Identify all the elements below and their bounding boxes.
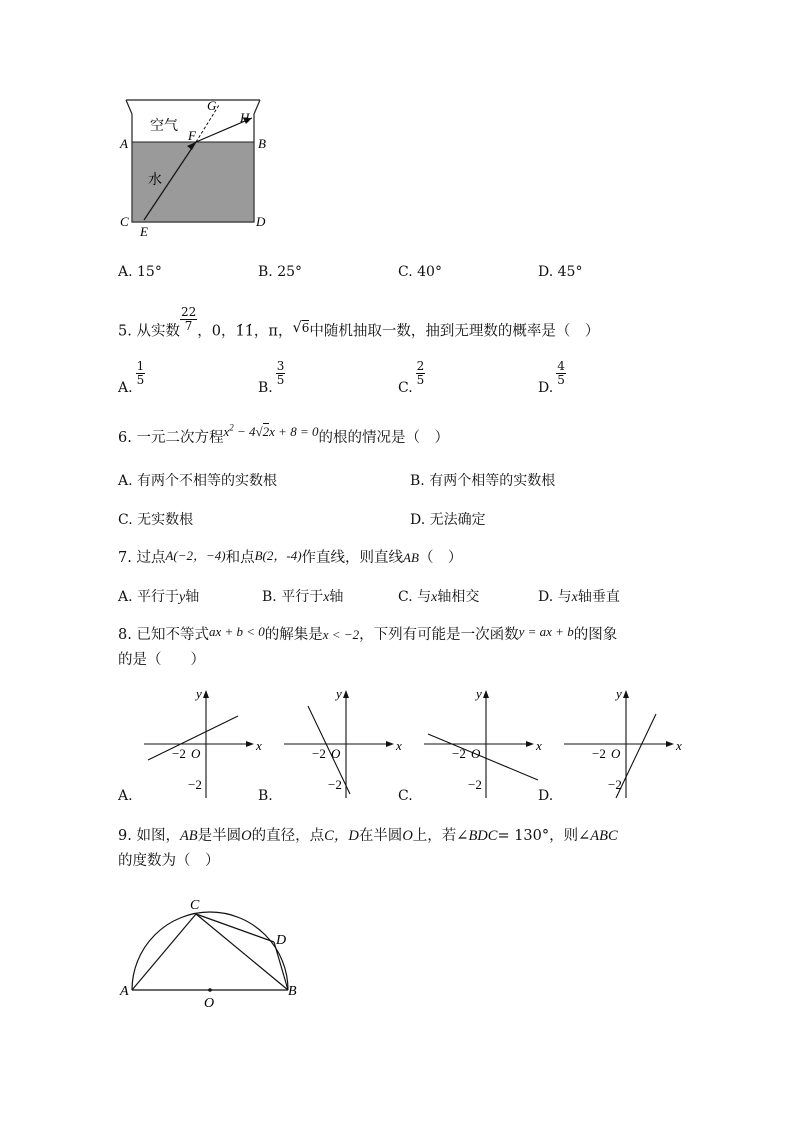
x-neg2-label: −2 xyxy=(172,746,186,761)
origin-label: O xyxy=(331,746,341,761)
q6-option-a[interactable]: A. 有两个不相等的实数根 xyxy=(118,473,278,489)
label-O: O xyxy=(204,996,215,1011)
y-neg2-label: −2 xyxy=(328,777,342,792)
x-neg2-label: −2 xyxy=(312,746,326,761)
label-E: E xyxy=(140,224,148,239)
x-axis-label: x xyxy=(256,738,262,753)
q8-graph-c-svg xyxy=(420,686,550,801)
function-line xyxy=(616,714,656,798)
origin-label: O xyxy=(471,746,481,761)
label-C: C xyxy=(120,214,129,229)
x-axis-label: x xyxy=(536,738,542,753)
q8-graph-a-svg xyxy=(140,686,270,801)
chord-cd xyxy=(196,914,274,942)
q4-option-c[interactable]: C. 40° xyxy=(398,264,442,280)
label-A: A xyxy=(120,984,129,999)
fraction-22-7: $\frac{22}{7}$ xyxy=(180,305,197,333)
sqrt-6: √6 xyxy=(292,319,310,336)
x-axis-arrow xyxy=(526,741,534,747)
q7-option-c[interactable]: C. 与x轴相交 xyxy=(398,589,480,605)
q8-option-c[interactable]: C. xyxy=(398,788,413,804)
label-B: B xyxy=(288,984,297,999)
x-neg2-label: −2 xyxy=(592,746,606,761)
q6-option-b[interactable]: B. 有两个相等的实数根 xyxy=(410,473,556,489)
q6-option-d[interactable]: D. 无法确定 xyxy=(410,512,486,528)
y-axis-arrow xyxy=(343,690,349,698)
q8-stem-line2: 的是（ ） xyxy=(118,652,205,668)
function-line xyxy=(428,734,538,780)
q8-graph-c[interactable] xyxy=(420,686,540,796)
label-D: D xyxy=(276,933,287,948)
q7-stem: 7. 过点A(−2，−4)和点B(2，-4)作直线，则直线AB（ ） xyxy=(118,548,463,566)
q6-option-c[interactable]: C. 无实数根 xyxy=(118,512,194,528)
x-axis-arrow xyxy=(386,741,394,747)
refraction-figure xyxy=(110,92,280,242)
q7-option-a[interactable]: A. 平行于y轴 xyxy=(118,589,200,605)
q6-stem: 6. 一元二次方程$x^2 - 4√2x + 8 = 0$的根的情况是（ ） xyxy=(118,422,449,446)
center-o-dot xyxy=(208,988,212,992)
semicircle-arc xyxy=(132,912,288,990)
y-axis-arrow xyxy=(483,690,489,698)
q8-graph-d-svg xyxy=(560,686,690,801)
q5-option-c[interactable]: C. $\frac{2}{5}$ xyxy=(398,359,425,396)
q8-stem: 8. 已知不等式ax + b < 0的解集是x < −2，下列有可能是一次函数y = ax + b的图象 xyxy=(118,624,618,643)
semicircle-figure xyxy=(114,892,314,1012)
q4-option-b[interactable]: B. 25° xyxy=(258,264,303,280)
y-axis-label: y xyxy=(616,686,622,701)
q8-graph-d[interactable] xyxy=(560,686,680,796)
y-axis-label: y xyxy=(336,686,342,701)
y-axis-arrow xyxy=(623,690,629,698)
q5-option-d[interactable]: D. $\frac{4}{5}$ xyxy=(538,359,565,396)
q7-option-d[interactable]: D. 与x轴垂直 xyxy=(538,589,620,605)
y-neg2-label: −2 xyxy=(468,777,482,792)
q5-option-a[interactable]: A. $\frac{1}{5}$ xyxy=(118,359,145,396)
q8-graph-b-svg xyxy=(280,686,410,801)
label-B: B xyxy=(258,136,266,151)
q4-option-d[interactable]: D. 45° xyxy=(538,264,583,280)
y-axis-arrow xyxy=(203,690,209,698)
q4-option-a[interactable]: A. 15° xyxy=(118,264,162,280)
q8-graph-b[interactable] xyxy=(280,686,400,796)
q5-option-b[interactable]: B. $\frac{3}{5}$ xyxy=(258,359,285,396)
q9-stem-line2: 的度数为（ ） xyxy=(118,853,220,869)
x-axis-arrow xyxy=(246,741,254,747)
label-water: 水 xyxy=(148,173,162,188)
label-A: A xyxy=(120,136,128,151)
y-neg2-label: −2 xyxy=(608,777,622,792)
label-D: D xyxy=(256,214,266,229)
q6-equation: $x^2 - 4√2x + 8 = 0$ xyxy=(223,422,319,439)
x-axis-arrow xyxy=(666,741,674,747)
x-neg2-label: −2 xyxy=(452,746,466,761)
q7-option-b[interactable]: B. 平行于x轴 xyxy=(262,589,344,605)
y-axis-label: y xyxy=(196,686,202,701)
label-G: G xyxy=(207,98,217,113)
label-F: F xyxy=(188,128,196,143)
q8-option-d[interactable]: D. xyxy=(538,788,554,804)
y-axis-label: y xyxy=(476,686,482,701)
y-neg2-label: −2 xyxy=(188,777,202,792)
x-axis-label: x xyxy=(676,738,682,753)
label-H: H xyxy=(240,110,250,125)
chord-cb xyxy=(196,914,288,990)
q8-option-b[interactable]: B. xyxy=(258,788,273,804)
q9-stem: 9. 如图，AB是半圆O的直径，点C，D在半圆O上，若∠BDC= 130°，则∠ABC xyxy=(118,828,618,844)
q5-stem: 5. 从实数 $\frac{22}{7}$ ，0，1̇1̇，π，√6中随机抽取一数，抽到无理数的概率是（ ） xyxy=(118,305,600,340)
label-air: 空气 xyxy=(150,119,178,134)
x-axis-label: x xyxy=(396,738,402,753)
origin-label: O xyxy=(191,746,201,761)
label-C: C xyxy=(190,898,200,913)
repeating-decimal: 1̇1̇ xyxy=(235,323,254,340)
chord-db xyxy=(274,942,288,990)
q8-option-a[interactable]: A. xyxy=(118,788,133,804)
q8-graph-a[interactable] xyxy=(140,686,260,796)
origin-label: O xyxy=(611,746,621,761)
